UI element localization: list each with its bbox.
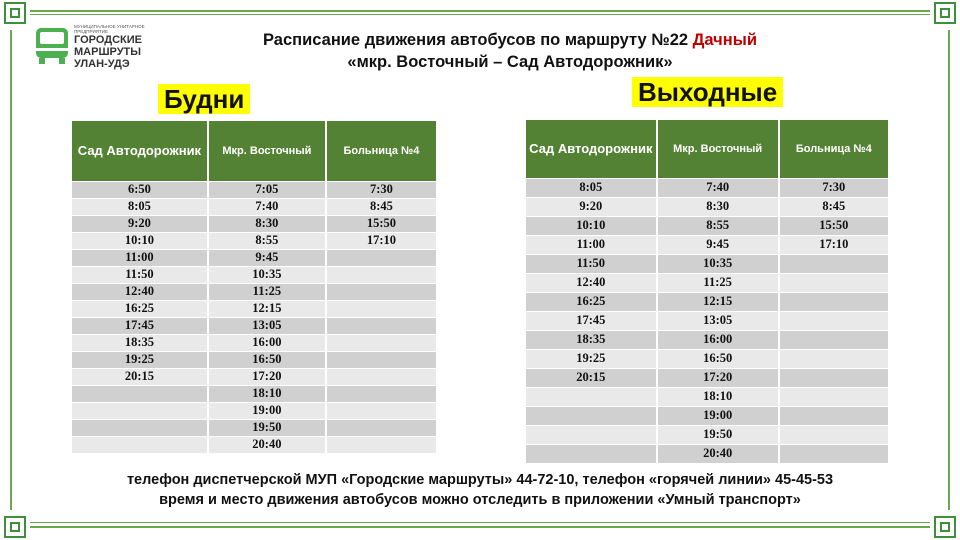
cell-sad [526, 406, 657, 425]
logo-text [74, 24, 166, 70]
cell-hospital [326, 436, 436, 453]
cell-hospital [779, 330, 888, 349]
cell-hospital [779, 292, 888, 311]
cell-sad: 11:00 [72, 249, 208, 266]
cell-sad: 6:50 [72, 181, 208, 198]
col-header-vostochny: Мкр. Восточный [208, 121, 326, 181]
cell-sad: 12:40 [526, 273, 657, 292]
logo-line-1: ГОРОДСКИЕ [74, 34, 142, 46]
cell-hospital [326, 368, 436, 385]
cell-sad: 20:15 [526, 368, 657, 387]
cell-sad: 11:50 [72, 266, 208, 283]
cell-vostochny: 17:20 [208, 368, 326, 385]
weekdays-label: Будни [158, 84, 250, 114]
cell-hospital [779, 444, 888, 463]
table-row [72, 351, 436, 368]
cell-vostochny: 20:40 [208, 436, 326, 453]
frame-bottom-line-inner [30, 522, 930, 523]
cell-vostochny: 7:05 [208, 181, 326, 198]
frame-top-line-inner [30, 14, 930, 15]
cell-sad [72, 385, 208, 402]
cell-hospital [326, 351, 436, 368]
frame-corner-top-right [934, 2, 956, 24]
table-row [526, 216, 888, 235]
cell-hospital [779, 273, 888, 292]
logo-line-3: УЛАН-УДЭ [74, 58, 130, 70]
cell-vostochny: 13:05 [657, 311, 779, 330]
cell-sad [526, 425, 657, 444]
col-header-hospital: Больница №4 [326, 121, 436, 181]
weekdays-schedule-table [72, 121, 436, 453]
cell-sad [72, 402, 208, 419]
table-row [526, 235, 888, 254]
cell-hospital [779, 311, 888, 330]
col-header-vostochny: Мкр. Восточный [657, 120, 779, 178]
cell-sad: 18:35 [526, 330, 657, 349]
cell-hospital: 8:45 [326, 198, 436, 215]
cell-vostochny: 19:50 [657, 425, 779, 444]
cell-hospital: 7:30 [326, 181, 436, 198]
weekends-schedule-table [526, 120, 888, 463]
cell-sad: 11:00 [526, 235, 657, 254]
cell-vostochny: 20:40 [657, 444, 779, 463]
bus-logo-icon [34, 26, 70, 66]
weekends-label: Выходные [632, 77, 783, 107]
cell-hospital: 7:30 [779, 178, 888, 197]
cell-hospital [779, 349, 888, 368]
cell-vostochny: 8:55 [657, 216, 779, 235]
table-row [72, 232, 436, 249]
cell-sad: 16:25 [72, 300, 208, 317]
logo-line-2: МАРШРУТЫ [74, 46, 142, 58]
table-row [526, 311, 888, 330]
cell-sad: 10:10 [526, 216, 657, 235]
cell-sad: 18:35 [72, 334, 208, 351]
table-row [526, 254, 888, 273]
cell-hospital [326, 317, 436, 334]
cell-sad [526, 444, 657, 463]
title-line-2: «мкр. Восточный – Сад Автодорожник» [347, 53, 673, 71]
cell-hospital [779, 368, 888, 387]
table-row [72, 300, 436, 317]
frame-corner-bottom-right [934, 516, 956, 538]
cell-sad [72, 436, 208, 453]
cell-hospital [326, 283, 436, 300]
cell-hospital: 17:10 [779, 235, 888, 254]
cell-vostochny: 8:30 [208, 215, 326, 232]
frame-corner-top-left [4, 2, 26, 24]
table-row [526, 273, 888, 292]
cell-sad: 17:45 [526, 311, 657, 330]
cell-vostochny: 10:35 [208, 266, 326, 283]
table-row [526, 330, 888, 349]
cell-vostochny: 10:35 [657, 254, 779, 273]
table-row [526, 444, 888, 463]
table-row [72, 283, 436, 300]
cell-vostochny: 9:45 [657, 235, 779, 254]
cell-sad [72, 419, 208, 436]
cell-vostochny: 19:50 [208, 419, 326, 436]
cell-hospital [326, 334, 436, 351]
frame-left-line [10, 30, 12, 510]
cell-vostochny: 18:10 [208, 385, 326, 402]
cell-hospital [326, 266, 436, 283]
table-row [526, 387, 888, 406]
page-title [170, 29, 850, 73]
table-row [526, 406, 888, 425]
cell-sad: 11:50 [526, 254, 657, 273]
table-row [72, 215, 436, 232]
table-row [526, 178, 888, 197]
cell-vostochny: 7:40 [208, 198, 326, 215]
cell-vostochny: 11:25 [657, 273, 779, 292]
cell-hospital [326, 419, 436, 436]
frame-right-line [948, 30, 950, 510]
title-line-1 [170, 29, 850, 51]
cell-vostochny: 16:50 [657, 349, 779, 368]
cell-vostochny: 8:30 [657, 197, 779, 216]
cell-sad: 16:25 [526, 292, 657, 311]
col-header-hospital: Больница №4 [779, 120, 888, 178]
table-row [72, 198, 436, 215]
company-logo [34, 22, 164, 70]
cell-hospital: 15:50 [326, 215, 436, 232]
frame-corner-bottom-left [4, 516, 26, 538]
cell-hospital [326, 385, 436, 402]
cell-hospital: 17:10 [326, 232, 436, 249]
table-row [72, 334, 436, 351]
table-row [526, 425, 888, 444]
cell-vostochny: 12:15 [657, 292, 779, 311]
cell-hospital [326, 249, 436, 266]
cell-vostochny: 16:00 [657, 330, 779, 349]
cell-vostochny: 13:05 [208, 317, 326, 334]
cell-hospital [779, 406, 888, 425]
table-row [72, 436, 436, 453]
cell-hospital: 15:50 [779, 216, 888, 235]
cell-sad: 19:25 [72, 351, 208, 368]
cell-sad: 19:25 [526, 349, 657, 368]
cell-sad: 9:20 [526, 197, 657, 216]
cell-vostochny: 9:45 [208, 249, 326, 266]
cell-sad: 10:10 [72, 232, 208, 249]
footer-phones: телефон диспетчерской МУП «Городские маршруты» 44-72-10, телефон «горячей линии» 45-45-53 [126, 472, 834, 488]
cell-vostochny: 17:20 [657, 368, 779, 387]
table-row [72, 419, 436, 436]
col-header-sad: Сад Автодорожник [526, 120, 657, 178]
cell-sad: 8:05 [72, 198, 208, 215]
cell-hospital [779, 387, 888, 406]
table-row [72, 402, 436, 419]
cell-vostochny: 11:25 [208, 283, 326, 300]
footer-app-note: время и место движения автобусов можно отследить в приложении «Умный транспорт» [159, 492, 801, 508]
cell-sad: 20:15 [72, 368, 208, 385]
footer-info [20, 470, 940, 510]
cell-vostochny: 16:00 [208, 334, 326, 351]
frame-bottom-line [30, 526, 930, 528]
cell-vostochny: 19:00 [208, 402, 326, 419]
cell-vostochny: 19:00 [657, 406, 779, 425]
cell-vostochny: 12:15 [208, 300, 326, 317]
cell-sad: 17:45 [72, 317, 208, 334]
frame-top-line [30, 10, 930, 12]
title-route: Расписание движения автобусов по маршруту №22 [263, 31, 693, 49]
title-route-name: Дачный [692, 31, 757, 49]
cell-sad: 12:40 [72, 283, 208, 300]
table-row [72, 249, 436, 266]
logo-small-text: МУНИЦИПАЛЬНОЕ УНИТАРНОЕ ПРЕДПРИЯТИЕ [74, 24, 145, 34]
table-row [72, 181, 436, 198]
cell-vostochny: 18:10 [657, 387, 779, 406]
cell-sad [526, 387, 657, 406]
cell-vostochny: 7:40 [657, 178, 779, 197]
table-row [72, 368, 436, 385]
cell-sad: 8:05 [526, 178, 657, 197]
table-row [526, 197, 888, 216]
table-row [72, 385, 436, 402]
col-header-sad: Сад Автодорожник [72, 121, 208, 181]
cell-hospital [779, 254, 888, 273]
cell-sad: 9:20 [72, 215, 208, 232]
cell-hospital: 8:45 [779, 197, 888, 216]
table-row [72, 317, 436, 334]
table-row [526, 368, 888, 387]
table-row [72, 266, 436, 283]
cell-vostochny: 8:55 [208, 232, 326, 249]
cell-hospital [326, 402, 436, 419]
cell-hospital [326, 300, 436, 317]
table-row [526, 349, 888, 368]
cell-vostochny: 16:50 [208, 351, 326, 368]
table-row [526, 292, 888, 311]
cell-hospital [779, 425, 888, 444]
